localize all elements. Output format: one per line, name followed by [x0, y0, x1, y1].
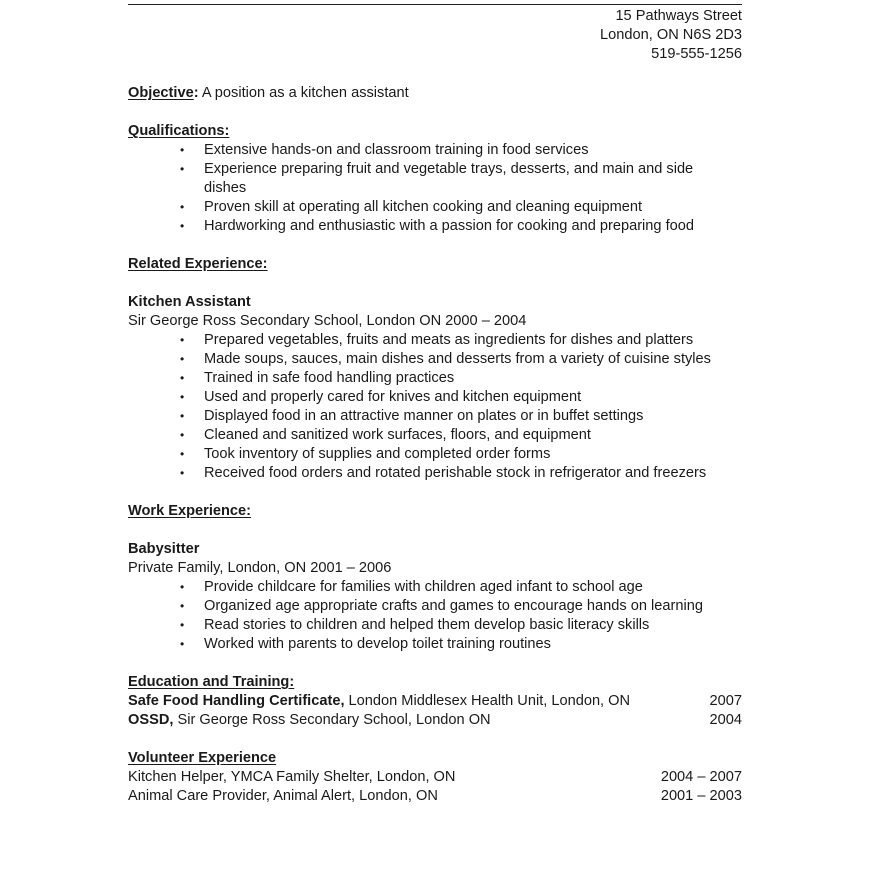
volunteer-text: Animal Care Provider, Animal Alert, London, ON [128, 788, 438, 804]
qualifications-list [128, 141, 748, 236]
volunteer-heading: Volunteer Experience [128, 750, 277, 766]
qualifications-heading: Qualifications: [128, 123, 230, 139]
list-item: • Read stories to children and helped them develop basic literacy skills [180, 617, 650, 633]
education-year: 2004 [709, 712, 742, 728]
objective-text: A position as a kitchen assistant [198, 85, 409, 101]
volunteer-years: 2004 – 2007 [660, 769, 742, 785]
bullet-icon: • [180, 447, 185, 461]
volunteer-text: Kitchen Helper, YMCA Family Shelter, London, ON [128, 769, 456, 785]
related-experience-heading: Related Experience: [128, 256, 268, 272]
bullet-icon: • [180, 599, 185, 613]
list-item: • Experience preparing fruit and vegetable trays, desserts, and main and side dishes [180, 161, 694, 196]
education-title: Safe Food Handling Certificate, [128, 693, 345, 709]
bullet-icon: • [180, 428, 185, 442]
bullet-icon: • [180, 390, 185, 404]
volunteer-entry [128, 787, 742, 806]
work-experience-list [128, 578, 748, 654]
education-title: OSSD, [128, 712, 174, 728]
bullet-icon: • [180, 333, 185, 347]
resume-body [128, 84, 748, 806]
bullet-icon: • [180, 143, 185, 157]
header-rule [128, 4, 742, 5]
education-entry [128, 711, 742, 730]
related-job-title: Kitchen Assistant [128, 294, 251, 310]
bullet-icon: • [180, 162, 185, 176]
bullet-icon: • [180, 200, 185, 214]
list-item: • Proven skill at operating all kitchen cooking and cleaning equipment [180, 199, 643, 215]
bullet-icon: • [180, 618, 185, 632]
objective-heading: Objective [128, 85, 194, 101]
address-city: London, ON N6S 2D3 [600, 27, 742, 43]
list-item: • Used and properly cared for knives and kitchen equipment [180, 389, 582, 405]
education-heading: Education and Training: [128, 674, 295, 690]
education-entry [128, 692, 742, 711]
list-item: • Cleaned and sanitized work surfaces, floors, and equipment [180, 427, 591, 443]
list-item: • Extensive hands-on and classroom training in food services [180, 142, 589, 158]
list-item: • Took inventory of supplies and completed order forms [180, 446, 551, 462]
education-year: 2007 [709, 693, 742, 709]
related-experience-list [128, 331, 748, 483]
objective-line [128, 84, 748, 103]
bullet-icon: • [180, 371, 185, 385]
work-employer: Private Family, London, ON 2001 – 2006 [128, 560, 392, 576]
list-item: • Provide childcare for families with children aged infant to school age [180, 579, 643, 595]
list-item: • Received food orders and rotated perishable stock in refrigerator and freezers [180, 465, 707, 481]
education-detail: London Middlesex Health Unit, London, ON [344, 693, 631, 709]
list-item: • Worked with parents to develop toilet training routines [180, 636, 551, 652]
list-item: • Displayed food in an attractive manner on plates or in buffet settings [180, 408, 644, 424]
volunteer-years: 2001 – 2003 [660, 788, 742, 804]
list-item: • Prepared vegetables, fruits and meats as ingredients for dishes and platters [180, 332, 694, 348]
list-item: • Hardworking and enthusiastic with a passion for cooking and preparing food [180, 218, 694, 234]
address-street: 15 Pathways Street [615, 8, 742, 24]
bullet-icon: • [180, 352, 185, 366]
list-item: • Organized age appropriate crafts and games to encourage hands on learning [180, 598, 703, 614]
list-item: • Trained in safe food handling practices [180, 370, 455, 386]
objective-colon: : [193, 85, 199, 101]
volunteer-entry [128, 768, 742, 787]
bullet-icon: • [180, 466, 185, 480]
related-employer: Sir George Ross Secondary School, London ON 2000 – 2004 [128, 313, 527, 329]
education-detail: Sir George Ross Secondary School, London ON [173, 712, 491, 728]
bullet-icon: • [180, 580, 185, 594]
work-experience-heading: Work Experience: [128, 503, 252, 519]
work-job-title: Babysitter [128, 541, 200, 557]
list-item: • Made soups, sauces, main dishes and desserts from a variety of cuisine styles [180, 351, 711, 367]
phone-number: 519-555-1256 [651, 46, 742, 62]
contact-block [600, 7, 742, 64]
bullet-icon: • [180, 219, 185, 233]
bullet-icon: • [180, 637, 185, 651]
bullet-icon: • [180, 409, 185, 423]
